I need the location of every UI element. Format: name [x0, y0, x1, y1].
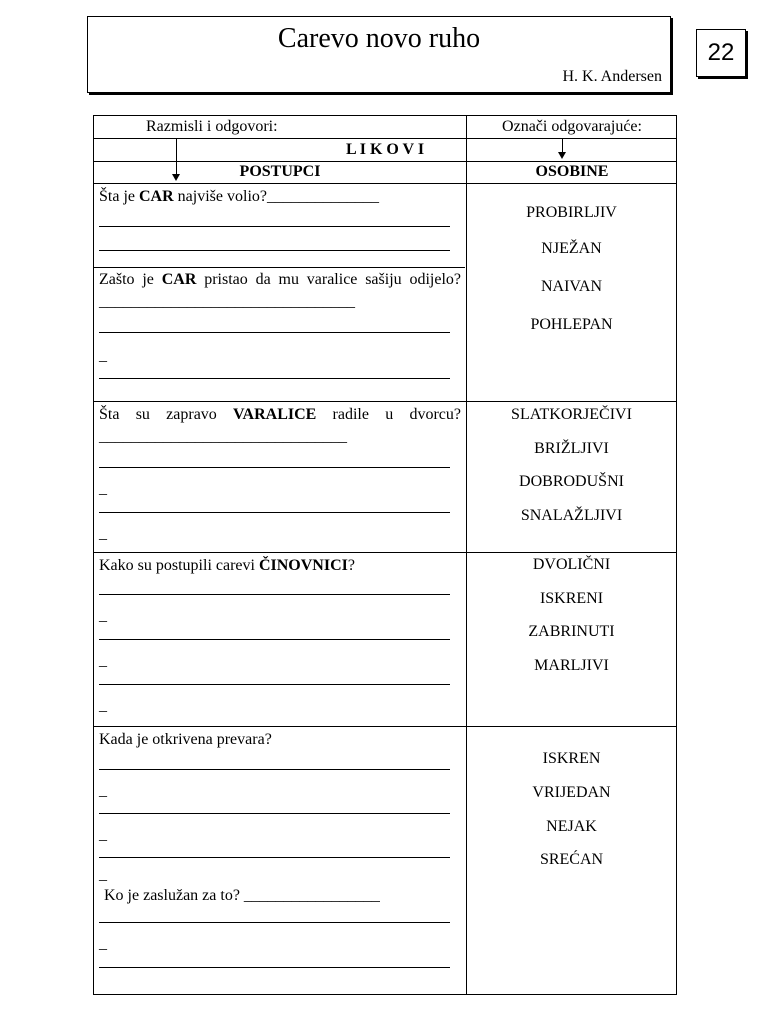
trait-option[interactable]: DVOLIČNI [532, 556, 611, 573]
question-varalice: Šta su zapravo VARALICE radile u dvorcu? _______________________________ [99, 406, 461, 445]
question-prevara: Kada je otkrivena prevara? [99, 731, 272, 748]
instruction-right: Označi odgovarajuće: [502, 118, 642, 135]
answer-line[interactable] [99, 857, 450, 858]
trait-option[interactable]: PROBIRLJIV [526, 204, 617, 221]
row-divider [94, 552, 676, 553]
worksheet-table [93, 115, 677, 995]
answer-line[interactable] [99, 594, 450, 595]
page-number: 22 [696, 29, 746, 77]
section-title: L I K O V I [345, 141, 425, 158]
question-car-pristao: Zašto je CAR pristao da mu varalice sašiju odijelo? ________________________________ [99, 271, 462, 310]
trait-option[interactable]: NAIVAN [540, 278, 603, 295]
answer-line[interactable] [99, 639, 450, 640]
continuation-dash: _ [99, 826, 107, 843]
trait-option[interactable]: NJEŽAN [541, 240, 602, 257]
trait-option[interactable]: DOBRODUŠNI [519, 473, 624, 490]
row-divider [94, 161, 676, 162]
story-title: Carevo novo ruho [277, 23, 481, 54]
arrow-head-left [172, 174, 180, 181]
answer-line[interactable] [99, 512, 450, 513]
answer-line[interactable] [99, 250, 450, 251]
title-box [87, 16, 671, 93]
continuation-dash: _ [99, 935, 107, 952]
trait-option[interactable]: NEJAK [546, 818, 597, 835]
continuation-dash: _ [99, 480, 107, 497]
answer-line[interactable] [99, 226, 450, 227]
continuation-dash: _ [99, 866, 107, 883]
trait-option[interactable]: SLATKORJEČIVI [511, 406, 632, 423]
question-cinovnici: Kako su postupili carevi ČINOVNICI? [99, 557, 355, 574]
question-car-volio: Šta je CAR najviše volio?______________ [99, 188, 379, 205]
arrow-head-right [558, 152, 566, 159]
question-zasluzan: Ko je zaslužan za to? _________________ [104, 887, 380, 904]
trait-option[interactable]: SNALAŽLJIVI [520, 507, 623, 524]
answer-line[interactable] [99, 378, 450, 379]
answer-line[interactable] [99, 922, 450, 923]
trait-option[interactable]: ZABRINUTI [528, 623, 615, 640]
answer-line[interactable] [99, 813, 450, 814]
trait-option[interactable]: MARLJIVI [534, 657, 609, 674]
trait-option[interactable]: POHLEPAN [530, 316, 613, 333]
row-divider [94, 726, 676, 727]
answer-line[interactable] [99, 332, 450, 333]
continuation-dash: _ [99, 980, 107, 997]
answer-line[interactable] [99, 967, 450, 968]
story-author: H. K. Andersen [562, 68, 662, 85]
trait-option[interactable]: VRIJEDAN [532, 784, 611, 801]
answer-line[interactable] [99, 684, 450, 685]
continuation-dash: _ [99, 697, 107, 714]
column-header-osobine: OSOBINE [535, 163, 609, 180]
row-divider [94, 267, 465, 268]
row-divider [94, 183, 676, 184]
trait-option[interactable]: BRIŽLJIVI [534, 440, 609, 457]
continuation-dash: _ [99, 607, 107, 624]
column-header-postupci: POSTUPCI [239, 163, 321, 180]
instruction-left: Razmisli i odgovori: [146, 118, 278, 135]
arrow-left [176, 138, 177, 175]
row-divider [94, 138, 676, 139]
answer-line[interactable] [99, 467, 450, 468]
answer-line[interactable] [99, 769, 450, 770]
continuation-dash: _ [99, 347, 107, 364]
continuation-dash: _ [99, 782, 107, 799]
arrow-right [562, 138, 563, 152]
continuation-dash: _ [99, 525, 107, 542]
trait-option[interactable]: ISKREN [542, 750, 601, 767]
row-divider [94, 401, 676, 402]
trait-option[interactable]: SREĆAN [539, 851, 604, 868]
continuation-dash: _ [99, 652, 107, 669]
trait-option[interactable]: ISKRENI [539, 590, 604, 607]
